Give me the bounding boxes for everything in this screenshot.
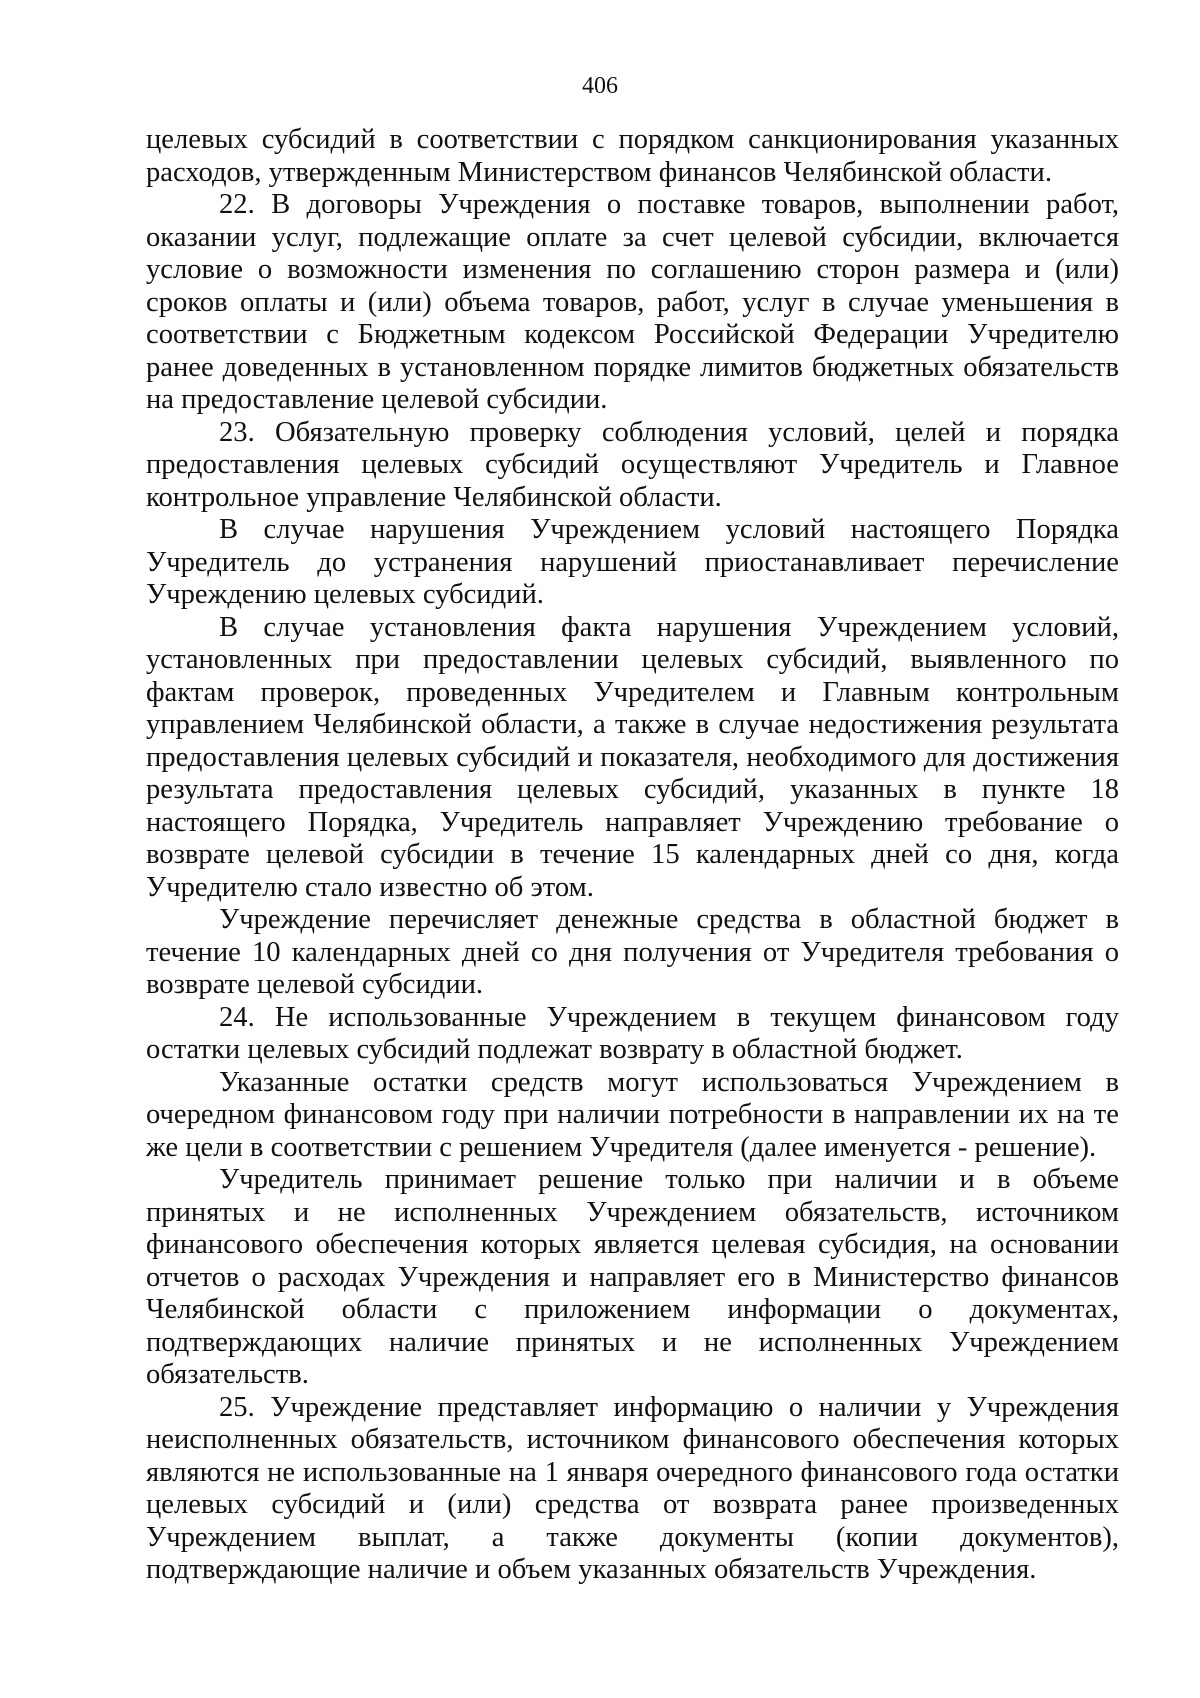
page-number: 406 [582,73,618,99]
document-body [146,124,1119,1587]
paragraph-clause-23: 23. Обязательную проверку соблюдения условий, целей и порядка предоставления целевых субсидий осуществляют Учредитель и Главное контрольное управление Челябинской области. [146,416,1119,513]
paragraph-violation-suspension: В случае нарушения Учреждением условий настоящего Порядка Учредитель до устранения нарушений приостанавливает перечисление Учреждению целевых субсидий. [146,514,1119,610]
paragraph-continuation: целевых субсидий в соответствии с порядком санкционирования указанных расходов, утвержденным Министерством финансов Челябинской области. [146,124,1119,188]
paragraph-founder-decision: Учредитель принимает решение только при наличии и в объеме принятых и не исполненных Учреждением обязательств, источником финансового обеспечения которых является целевая субсидия, на основании отчетов о расходах Учреждения и направляет его в Министерство финансов Челябинской области с приложением информации о документах, подтверждающих наличие принятых и не исполненных Учреждением обязательств. [146,1164,1119,1390]
paragraph-clause-22: 22. В договоры Учреждения о поставке товаров, выполнении работ, оказании услуг, подлежащие оплате за счет целевой субсидии, включается условие о возможности изменения по соглашению сторон размера и (или) сроков оплаты и (или) объема товаров, работ, услуг в случае уменьшения в соответствии с Бюджетным кодексом Российской Федерации Учредителю ранее доведенных в установленном порядке лимитов бюджетных обязательств на предоставление целевой субсидии. [146,189,1119,415]
paragraph-remainder-use: Указанные остатки средств могут использоваться Учреждением в очередном финансовом году при наличии потребности в направлении их на те же цели в соответствии с решением Учредителя (далее именуется - решение). [146,1066,1119,1163]
paragraph-refund-transfer: Учреждение перечисляет денежные средства в областной бюджет в течение 10 календарных дней со дня получения от Учредителя требования о возврате целевой субсидии. [146,904,1119,1000]
paragraph-clause-25: 25. Учреждение представляет информацию о наличии у Учреждения неисполненных обязательств, источником финансового обеспечения которых являются не использованные на 1 января очередного финансового года остатки целевых субсидий и (или) средства от возврата ранее произведенных Учреждением выплат, а также документы (копии документов), подтверждающие наличие и объем указанных обязательств Учреждения. [146,1391,1119,1585]
paragraph-refund-demand: В случае установления факта нарушения Учреждением условий, установленных при предоставлении целевых субсидий, выявленного по фактам проверок, проведенных Учредителем и Главным контрольным управлением Челябинской области, а также в случае недостижения результата предоставления целевых субсидий и показателя, необходимого для достижения результата предоставления целевых субсидий, указанных в пункте 18 настоящего Порядка, Учредитель направляет Учреждению требование о возврате целевой субсидии в течение 15 календарных дней со дня, когда Учредителю стало известно об этом. [146,611,1119,903]
paragraph-clause-24: 24. Не использованные Учреждением в текущем финансовом году остатки целевых субсидий подлежат возврату в областной бюджет. [146,1001,1119,1065]
